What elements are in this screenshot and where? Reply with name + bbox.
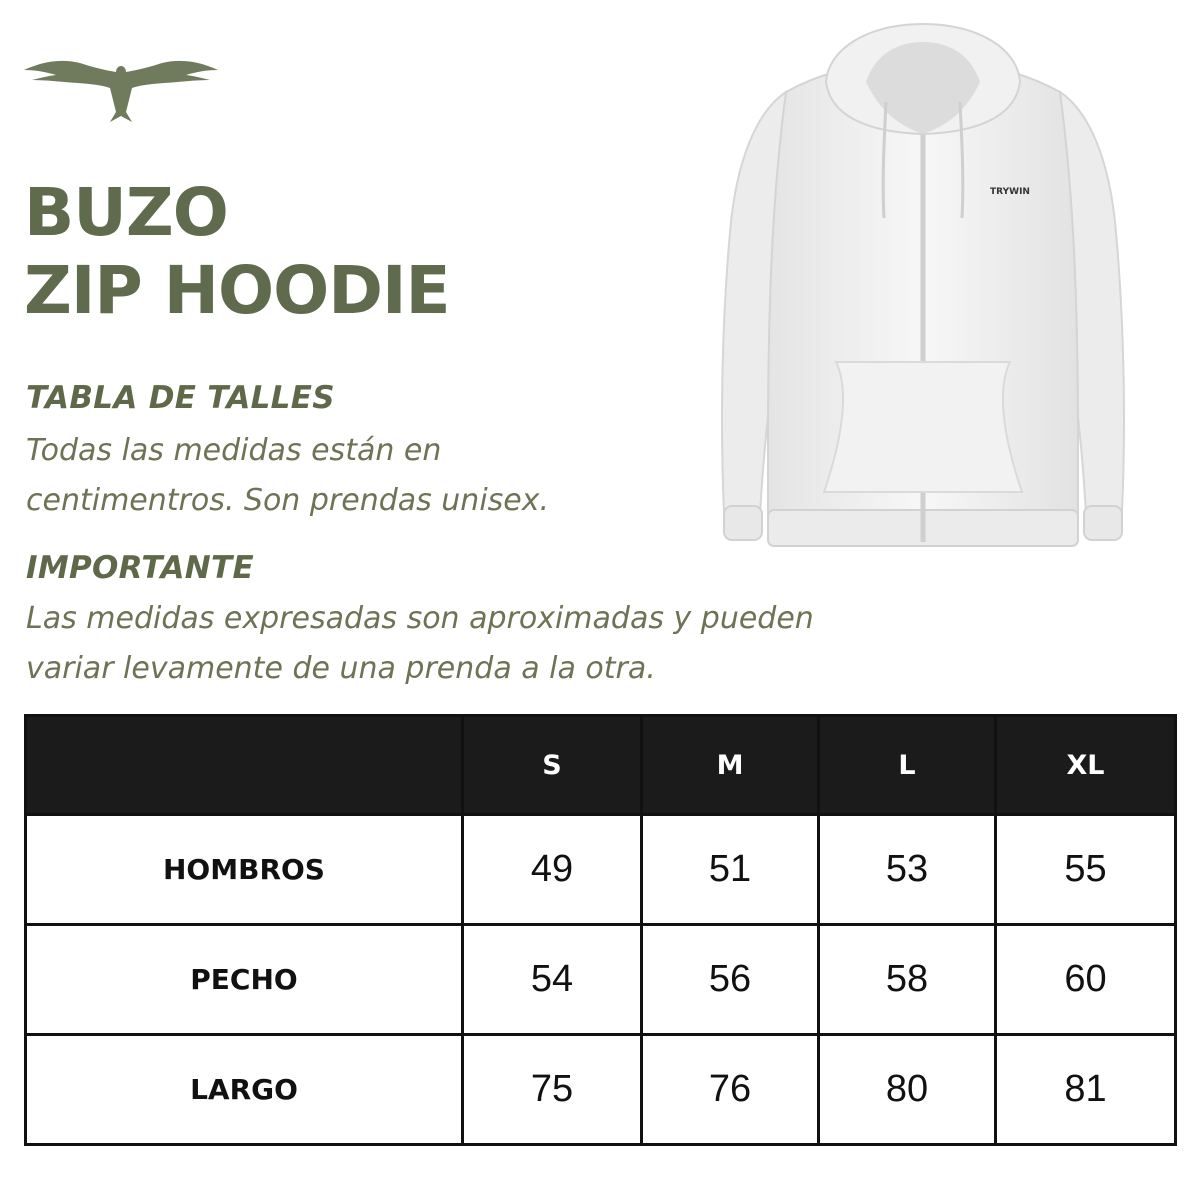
table-cell: 80: [819, 1035, 996, 1145]
row-label-pecho: PECHO: [26, 925, 463, 1035]
table-cell: 54: [463, 925, 642, 1035]
table-cell: 60: [996, 925, 1176, 1035]
table-row: [26, 1035, 1176, 1145]
important-line-1: Las medidas expresadas son aproximadas y pueden: [26, 601, 814, 636]
important-note: [26, 594, 906, 694]
header-empty-cell: [26, 716, 463, 815]
size-table: [24, 714, 1177, 1146]
table-row: [26, 925, 1176, 1035]
size-table-heading: TABLA DE TALLES: [26, 380, 335, 416]
table-cell: 55: [996, 815, 1176, 925]
row-label-hombros: HOMBROS: [26, 815, 463, 925]
page-title: [24, 174, 450, 330]
table-cell: 56: [642, 925, 819, 1035]
header-size-m: M: [642, 716, 819, 815]
title-line-2: ZIP HOODIE: [24, 252, 450, 329]
important-line-2: variar levamente de una prenda a la otra.: [26, 651, 656, 686]
hoodie-product-image: [716, 22, 1130, 552]
table-cell: 51: [642, 815, 819, 925]
header-size-xl: XL: [996, 716, 1176, 815]
size-table-header-row: [26, 716, 1176, 815]
size-note-line-1: Todas las medidas están en: [26, 433, 442, 468]
important-heading: IMPORTANTE: [26, 550, 254, 586]
eagle-logo-icon: [24, 58, 218, 124]
header-size-s: S: [463, 716, 642, 815]
row-label-largo: LARGO: [26, 1035, 463, 1145]
chest-print-text: TRYWIN: [990, 187, 1030, 197]
table-cell: 75: [463, 1035, 642, 1145]
size-note-line-2: centimentros. Son prendas unisex.: [26, 483, 550, 518]
table-cell: 53: [819, 815, 996, 925]
table-cell: 81: [996, 1035, 1176, 1145]
table-row: [26, 815, 1176, 925]
title-line-1: BUZO: [24, 174, 228, 251]
table-cell: 58: [819, 925, 996, 1035]
table-cell: 49: [463, 815, 642, 925]
header-size-l: L: [819, 716, 996, 815]
table-cell: 76: [642, 1035, 819, 1145]
